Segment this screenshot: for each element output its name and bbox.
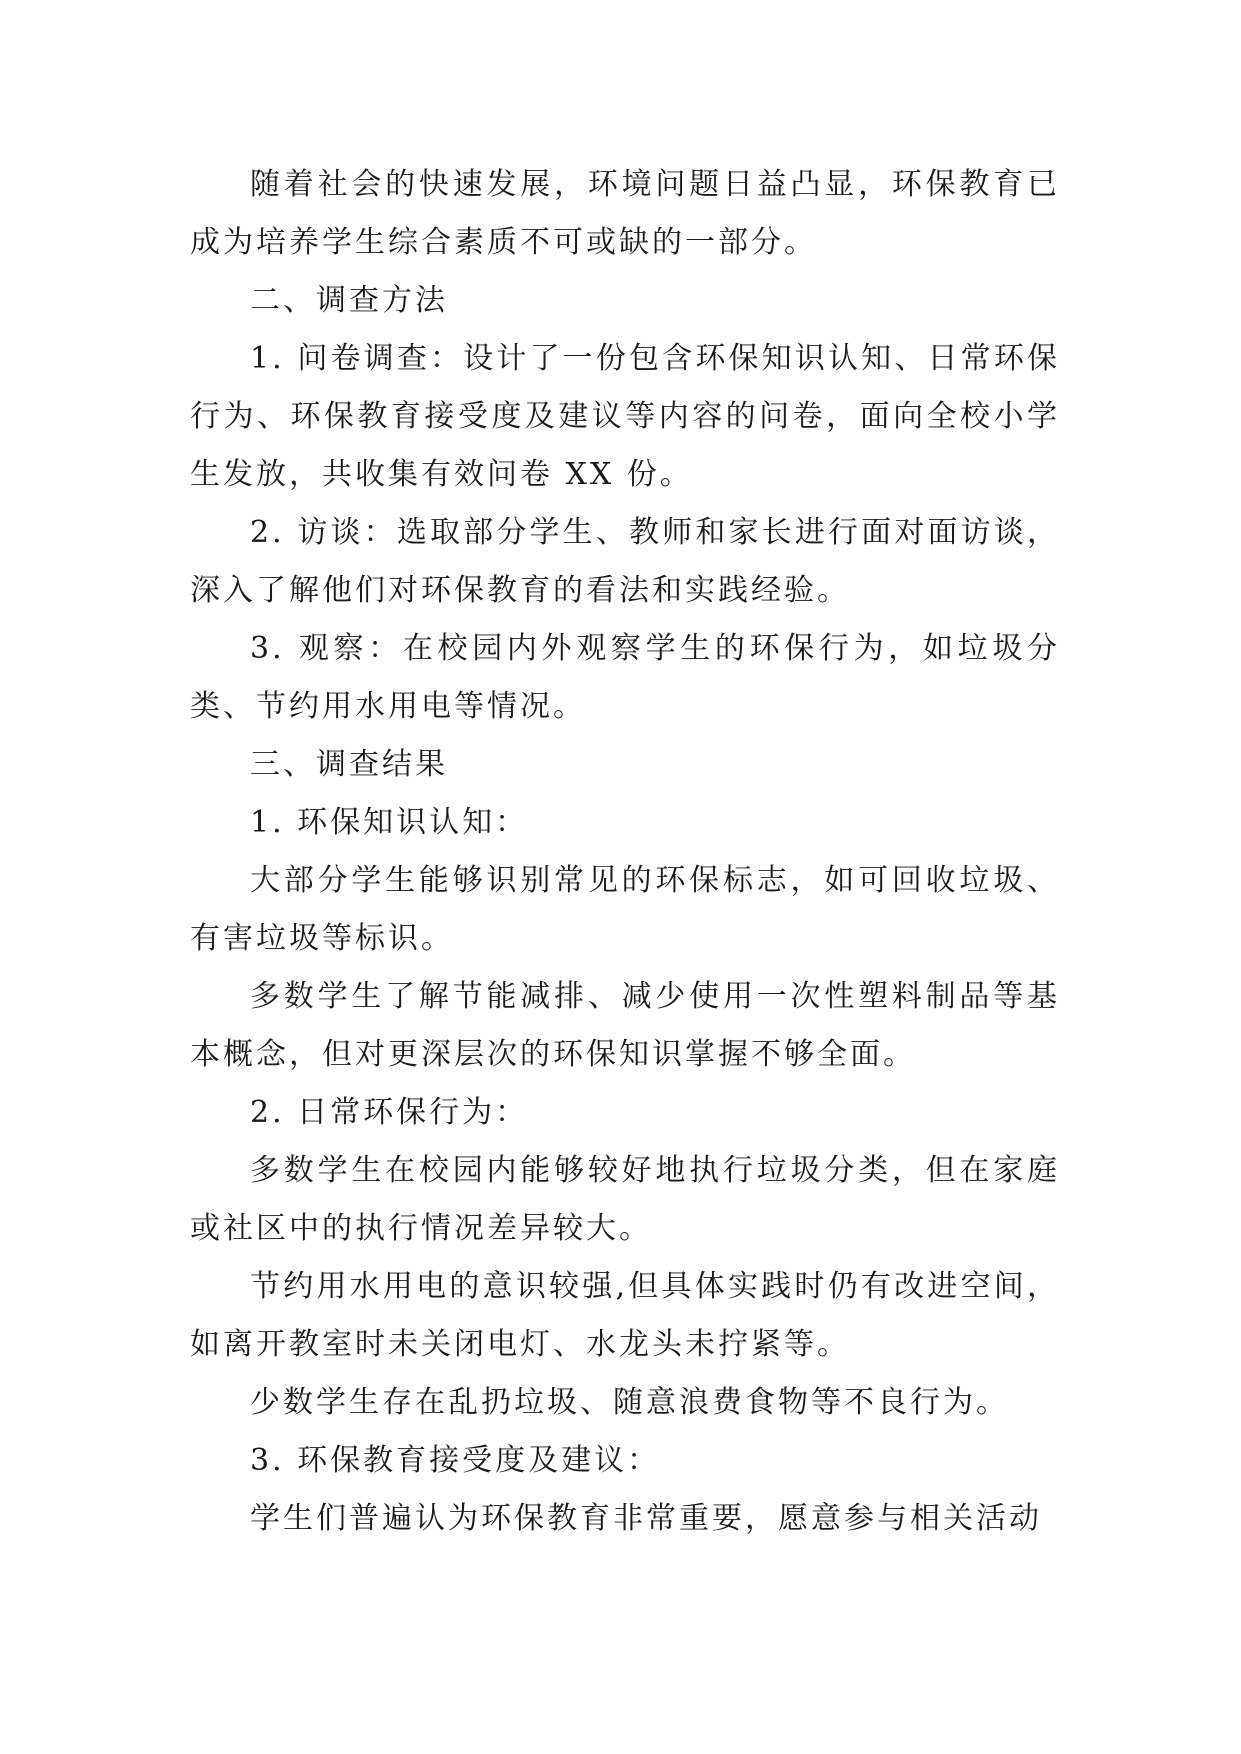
paragraph-knowledge-signs: 大部分学生能够识别常见的环保标志，如可回收垃圾、有害垃圾等标识。 (190, 863, 1060, 956)
paragraph-knowledge-concepts: 多数学生了解节能减排、减少使用一次性塑料制品等基本概念，但对更深层次的环保知识掌握不够全面。 (190, 979, 1060, 1072)
document-body (190, 156, 1060, 1548)
subheading-acceptance: 3. 环保教育接受度及建议： (250, 1443, 661, 1478)
paragraph-method-interview: 2. 访谈：选取部分学生、教师和家长进行面对面访谈，深入了解他们对环保教育的看法和实践经验。 (190, 515, 1060, 608)
subheading-daily-behavior: 2. 日常环保行为： (250, 1095, 529, 1130)
heading-survey-results: 三、调查结果 (250, 747, 448, 782)
paragraph-behavior-bad: 少数学生存在乱扔垃圾、随意浪费食物等不良行为。 (250, 1385, 1009, 1420)
heading-survey-methods: 二、调查方法 (250, 283, 448, 318)
paragraph-intro: 随着社会的快速发展，环境问题日益凸显，环保教育已成为培养学生综合素质不可或缺的一部分。 (190, 167, 1060, 260)
subheading-knowledge: 1. 环保知识认知： (250, 805, 529, 840)
paragraph-behavior-saving: 节约用水用电的意识较强,但具体实践时仍有改进空间，如离开教室时未关闭电灯、水龙头未拧紧等。 (190, 1269, 1060, 1362)
paragraph-method-questionnaire: 1. 问卷调查：设计了一份包含环保知识认知、日常环保行为、环保教育接受度及建议等内容的问卷，面向全校小学生发放，共收集有效问卷 XX 份。 (190, 341, 1060, 492)
paragraph-method-observation: 3. 观察：在校园内外观察学生的环保行为，如垃圾分类、节约用水用电等情况。 (190, 631, 1060, 724)
paragraph-behavior-sorting: 多数学生在校园内能够较好地执行垃圾分类，但在家庭或社区中的执行情况差异较大。 (190, 1153, 1060, 1246)
paragraph-acceptance: 学生们普遍认为环保教育非常重要，愿意参与相关活动 (250, 1501, 1042, 1536)
